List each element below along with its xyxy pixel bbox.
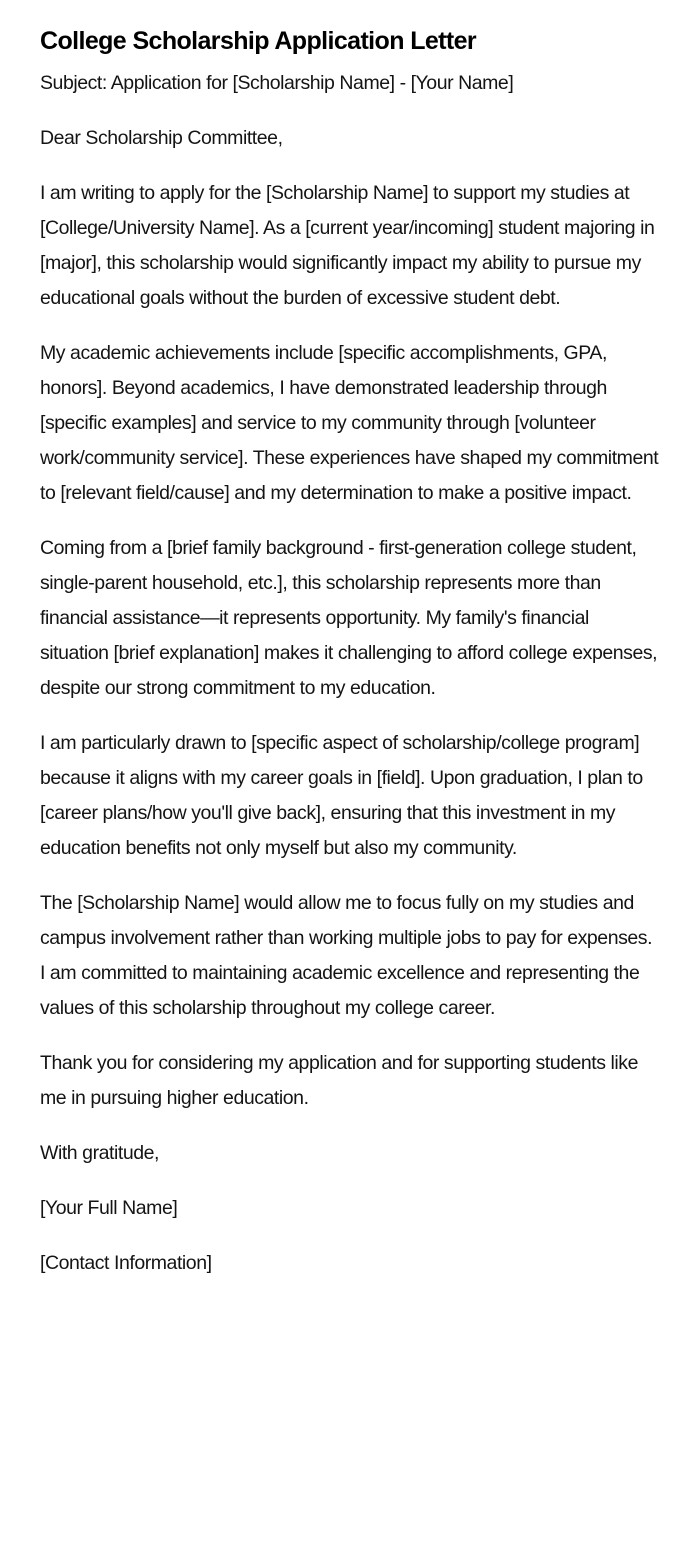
body-paragraph-background: Coming from a [brief family background - first-generation college student, single-parent household, etc.], this scholarship represents more than financial assistance—it represents opportunity. My family's financial situation [brief explanation] makes it challenging to afford college expenses, despite our strong commitment to my education.	[40, 537, 658, 699]
subject-line: Subject: Application for [Scholarship Name] - [Your Name]	[40, 72, 514, 94]
closing: With gratitude,	[40, 1142, 159, 1164]
signature-name: [Your Full Name]	[40, 1197, 178, 1219]
document-title: College Scholarship Application Letter	[40, 27, 477, 55]
body-paragraph-thanks: Thank you for considering my application and for supporting students like me in pursuing higher education.	[40, 1052, 639, 1109]
body-paragraph-goals: I am particularly drawn to [specific aspect of scholarship/college program] because it aligns with my career goals in [field]. Upon graduation, I plan to [career plans/how you'll give back], ensuring that this investment in my education benefits not only myself but also my community.	[40, 732, 643, 859]
body-paragraph-impact: The [Scholarship Name] would allow me to focus fully on my studies and campus involvement rather than working multiple jobs to pay for expenses. I am committed to maintaining academic excellence and representing the values of this scholarship throughout my college career.	[40, 892, 653, 1019]
salutation: Dear Scholarship Committee,	[40, 127, 283, 149]
body-paragraph-intro: I am writing to apply for the [Scholarship Name] to support my studies at [College/University Name]. As a [current year/incoming] student majoring in [major], this scholarship would significantly impact my ability to pursue my educational goals without the burden of excessive student debt.	[40, 182, 655, 309]
signature-contact: [Contact Information]	[40, 1252, 212, 1274]
body-paragraph-achievements: My academic achievements include [specific accomplishments, GPA, honors]. Beyond academics, I have demonstrated leadership through [specific examples] and service to my community through [volunteer work/community service]. These experiences have shaped my commitment to [relevant field/cause] and my determination to make a positive impact.	[40, 342, 659, 504]
